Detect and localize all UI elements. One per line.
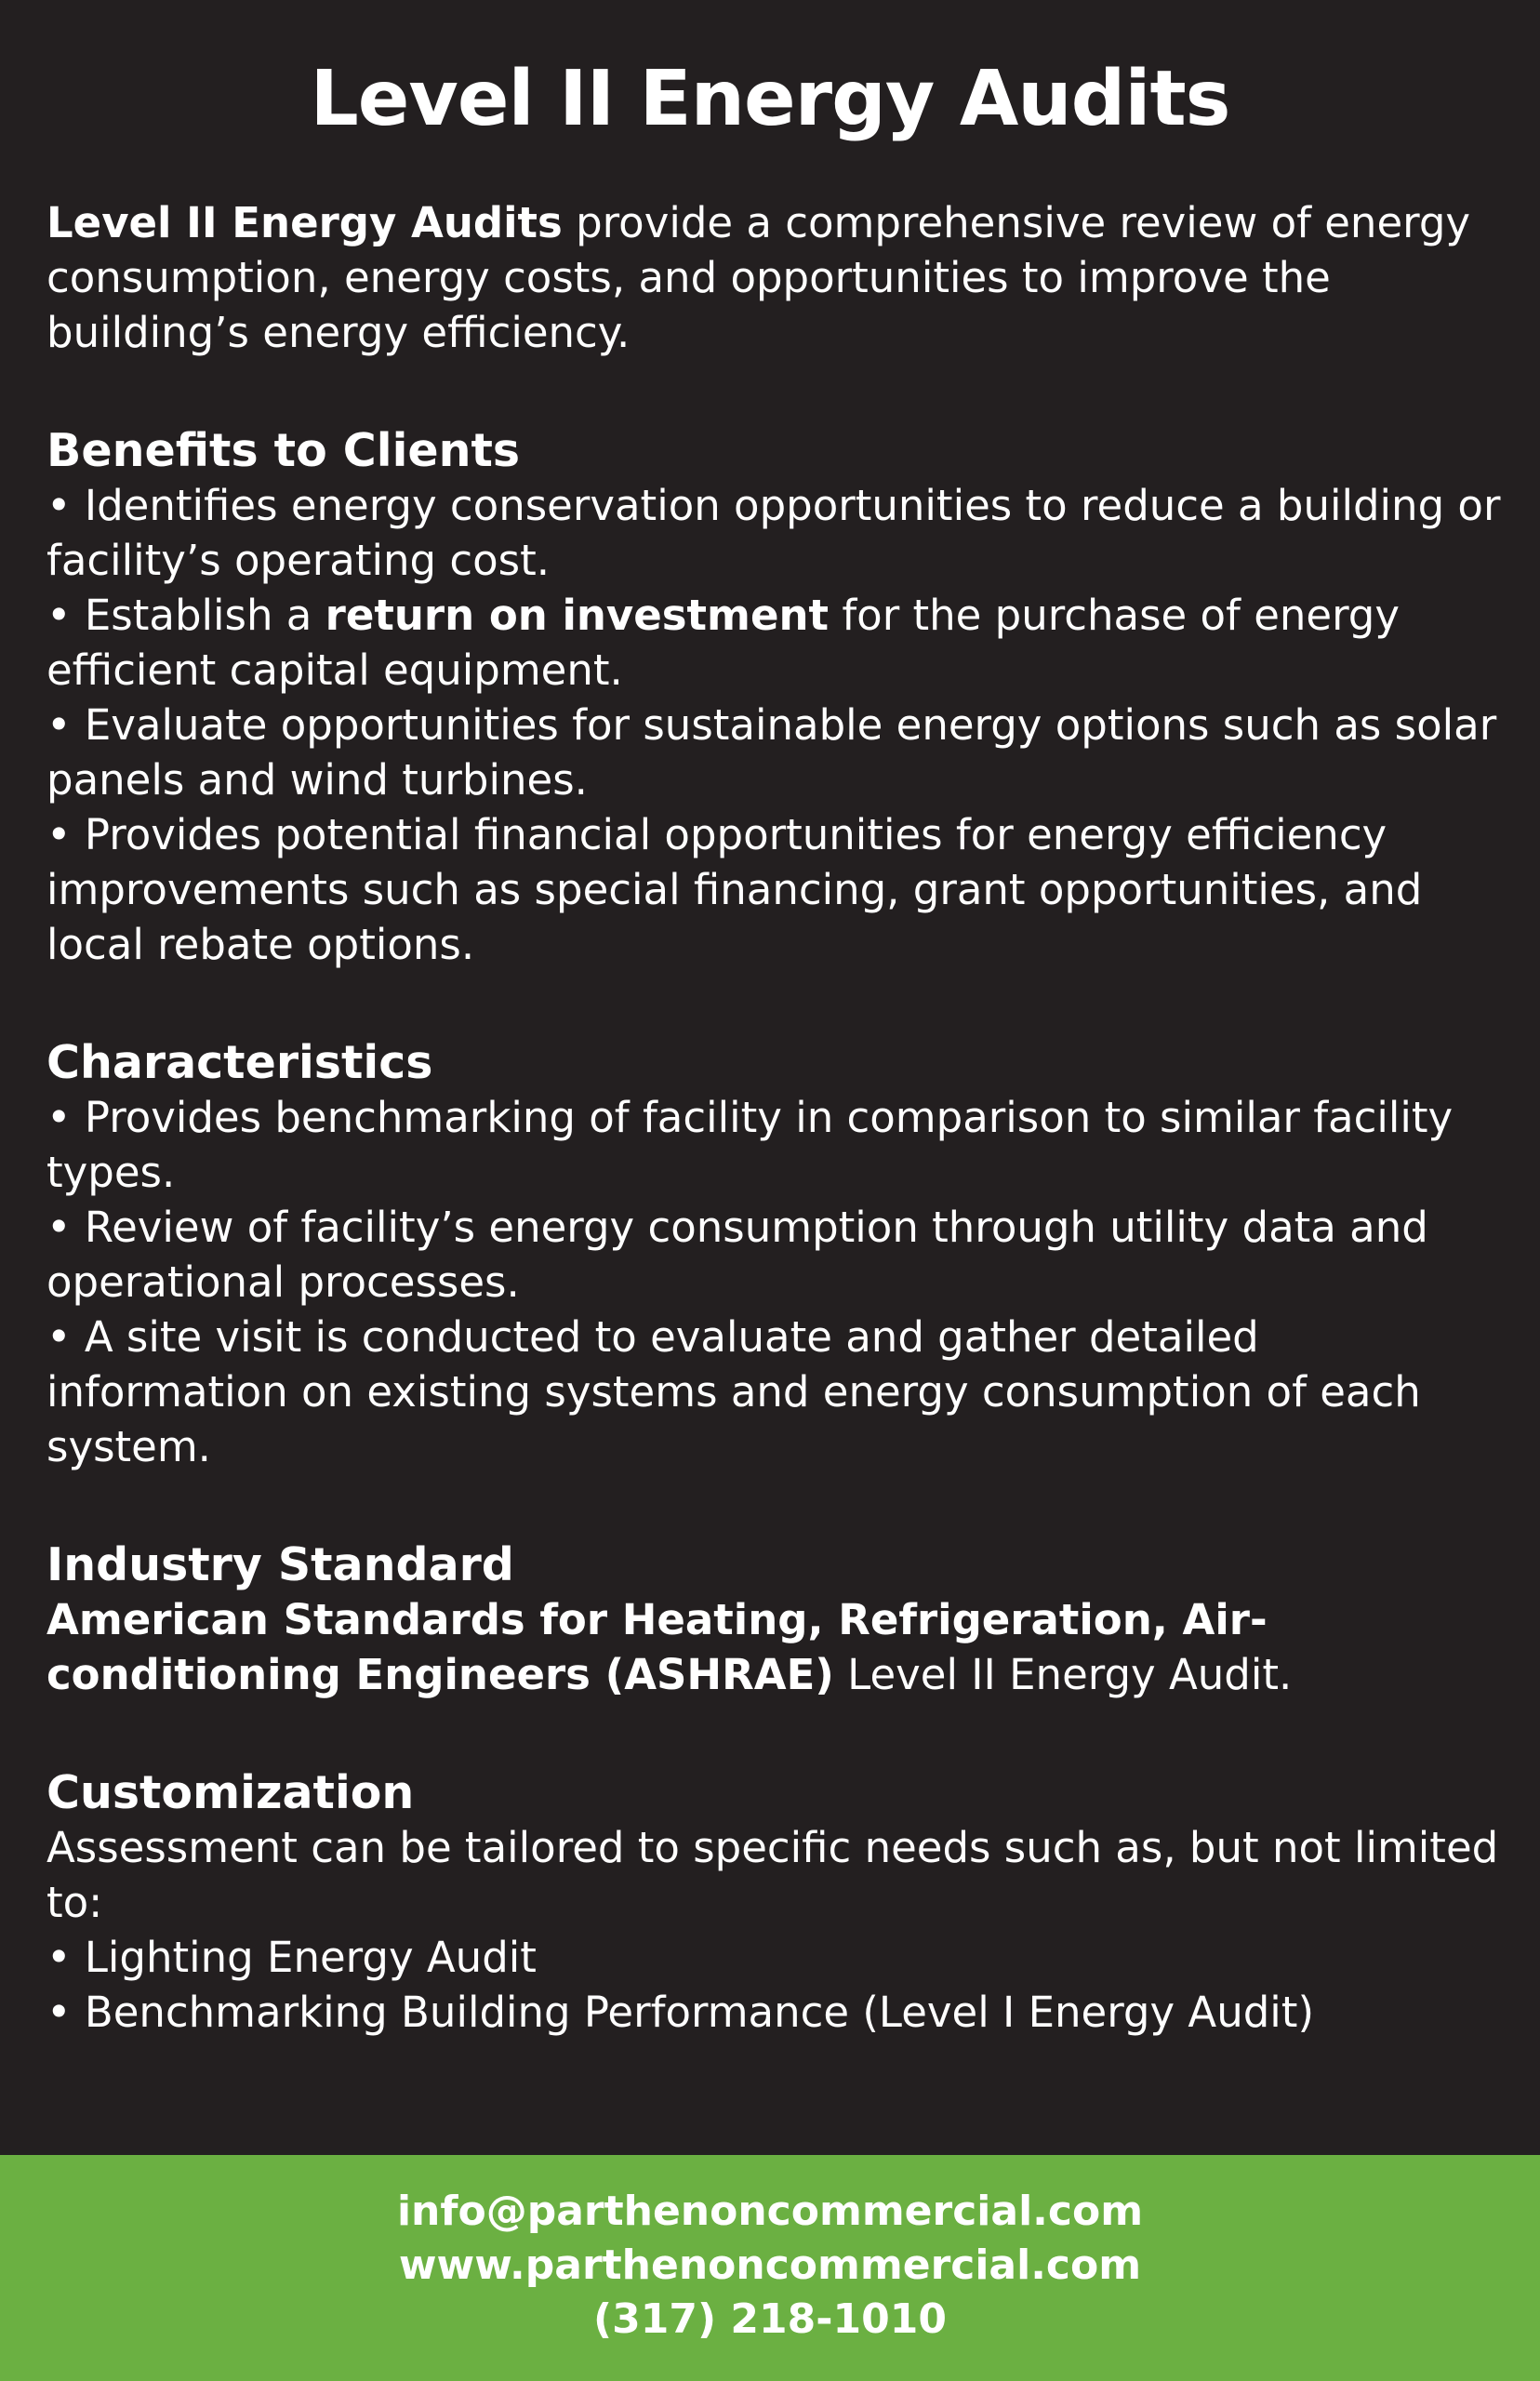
phone-number[interactable]: (317) 218-1010 bbox=[593, 2295, 947, 2343]
contact-footer bbox=[0, 2155, 1540, 2381]
characteristic-item: • A site visit is conducted to evaluate and gather detailed information on existing systems and energy consumption of each system. bbox=[46, 1312, 1421, 1471]
characteristic-item: • Provides benchmarking of facility in comparison to similar facility types. bbox=[46, 1093, 1454, 1197]
customization-item: • Lighting Energy Audit bbox=[46, 1933, 537, 1982]
industry-text: Level II Energy Audit. bbox=[833, 1650, 1293, 1699]
customization-item: • Benchmarking Building Performance (Level I Energy Audit) bbox=[46, 1988, 1315, 2037]
benefit-item: • Identifies energy conservation opportunities to reduce a building or facility’s operating cost. bbox=[46, 481, 1501, 585]
intro-text: provide a comprehensive review of energy consumption, energy costs, and opportunities to improve the building’s energy efficiency. bbox=[46, 198, 1471, 357]
page-title: Level II Energy Audits bbox=[310, 55, 1230, 143]
customization-text: Assessment can be tailored to specific needs such as, but not limited to: bbox=[46, 1823, 1499, 1927]
benefit-item: • Evaluate opportunities for sustainable energy options such as solar panels and wind turbines. bbox=[46, 700, 1497, 805]
industry-bold: American Standards for Heating, Refrigeration, Air-conditioning Engineers (ASHRAE) bbox=[46, 1595, 1268, 1699]
intro-paragraph bbox=[46, 195, 1507, 360]
intro-bold: Level II Energy Audits bbox=[46, 198, 563, 247]
website-link[interactable]: www.parthenoncommercial.com bbox=[398, 2241, 1142, 2289]
content bbox=[46, 195, 1507, 2040]
benefit-item bbox=[46, 588, 1507, 698]
benefit-text: for the purchase of energy efficient capital equipment. bbox=[46, 591, 1400, 695]
industry-heading: Industry Standard bbox=[46, 1538, 514, 1591]
benefit-bold: return on investment bbox=[325, 591, 830, 640]
benefits-heading: Benefits to Clients bbox=[46, 424, 521, 477]
characteristics-heading: Characteristics bbox=[46, 1036, 433, 1089]
benefit-item: • Provides potential financial opportunities for energy efficiency improvements such as special financing, grant opportunities, and local rebate options. bbox=[46, 810, 1423, 969]
customization-heading: Customization bbox=[46, 1766, 415, 1819]
industry-paragraph bbox=[46, 1592, 1507, 1702]
email-link[interactable]: info@parthenoncommercial.com bbox=[396, 2188, 1144, 2235]
characteristic-item: • Review of facility’s energy consumption through utility data and operational processes. bbox=[46, 1203, 1428, 1307]
benefit-text: • Establish a bbox=[46, 591, 325, 640]
